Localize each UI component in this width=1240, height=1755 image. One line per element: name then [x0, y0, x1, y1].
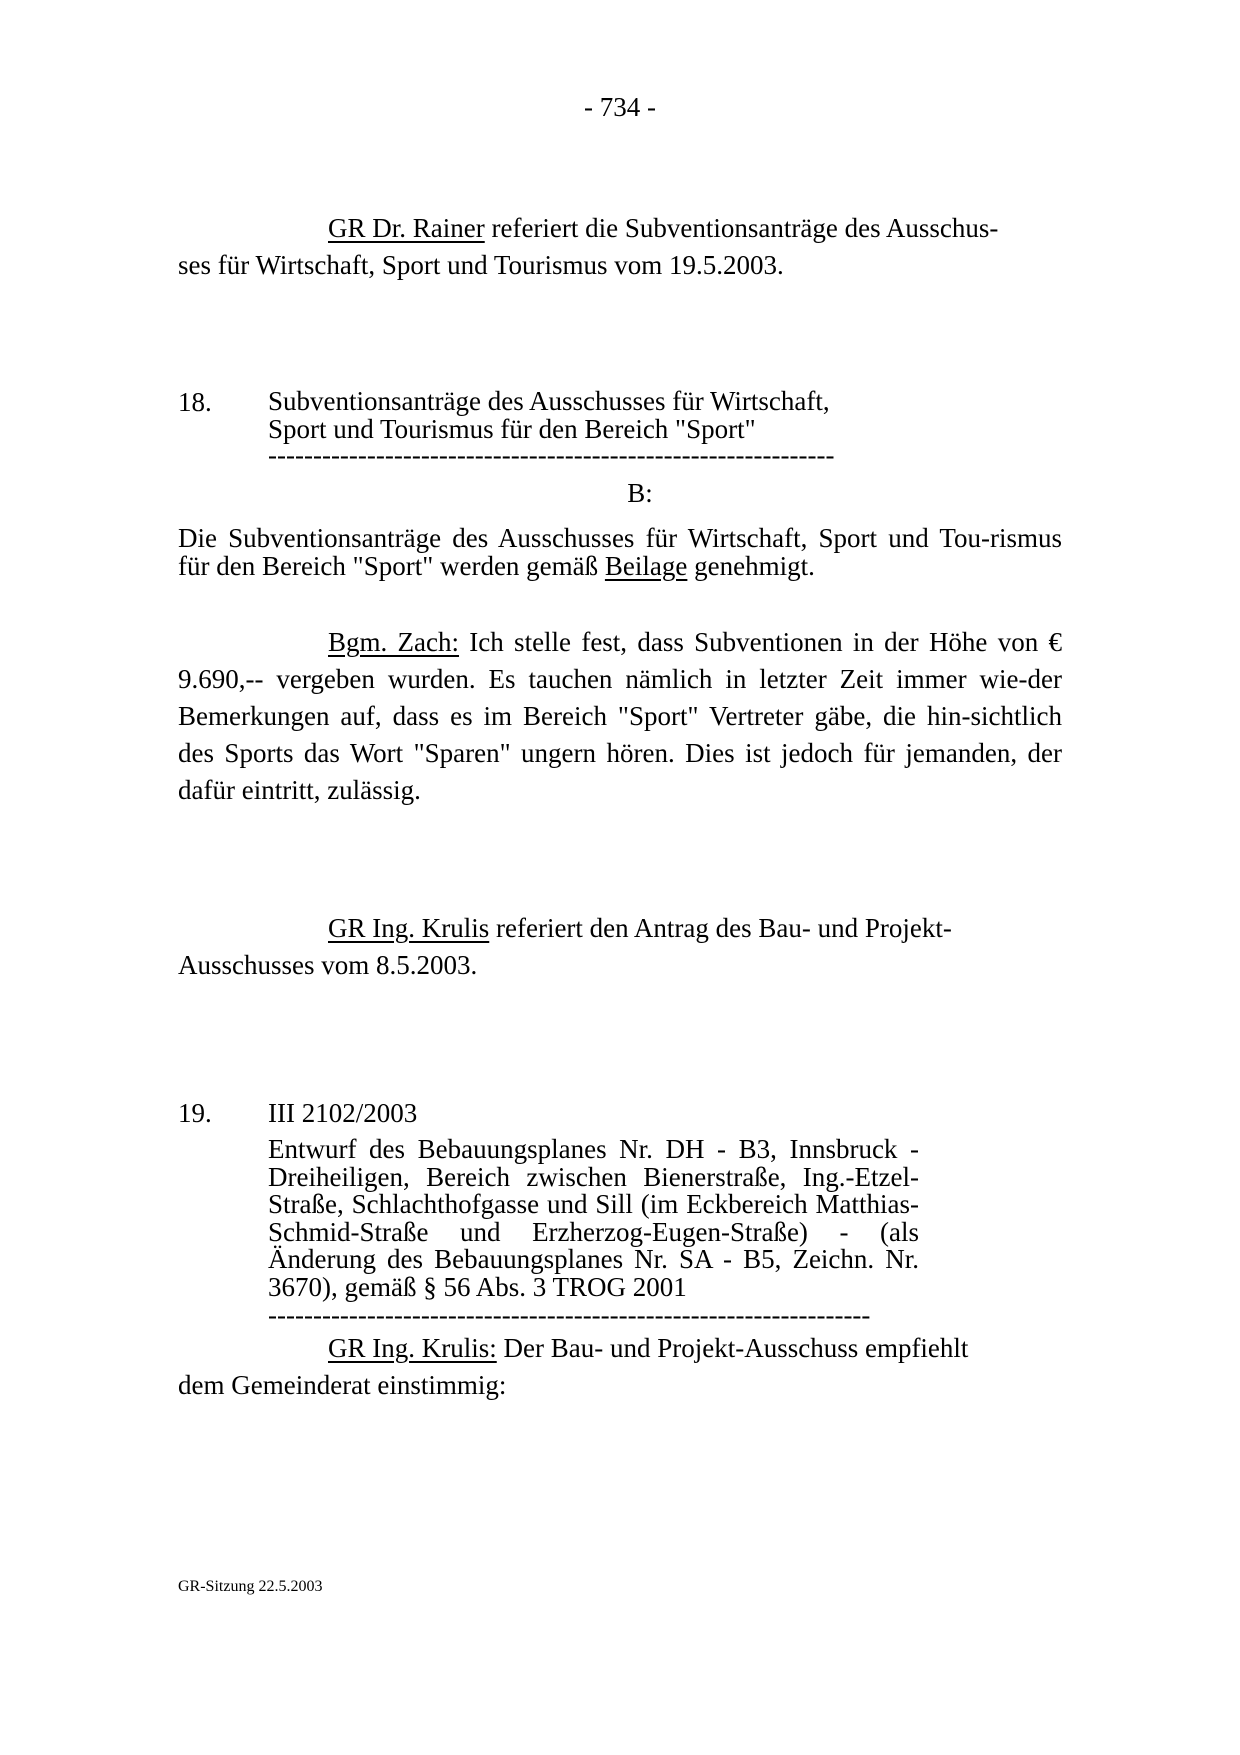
speaker-krulis-2: GR Ing. Krulis:	[328, 1333, 497, 1363]
resolution-text-1: Die Subventionsanträge des Ausschusses für Wirtschaft, Sport und Tou-rismus für den Bereich "Sport" werden gemäß	[178, 523, 1062, 581]
krulis2-text-1: Der Bau- und Projekt-Ausschuss empfiehlt	[496, 1333, 969, 1363]
zach-paragraph	[178, 624, 1062, 809]
item-19-title: Entwurf des Bebauungsplanes Nr. DH - B3, Innsbruck - Dreiheiligen, Bereich zwischen Bienerstraße, Ing.-Etzel-Straße, Schlachthofgasse und Sill (im Eckbereich Matthias-Schmid-Straße und Erzherzog-Eugen-Straße) - (als Änderung des Bebauungsplanes Nr. SA - B5, Zeichn. Nr. 3670), gemäß § 56 Abs. 3 TROG 2001	[268, 1134, 919, 1302]
item-18-number: 18.	[178, 387, 212, 417]
krulis2-text-2: dem Gemeinderat einstimmig:	[178, 1370, 507, 1400]
item-18-title	[268, 387, 888, 443]
item-18-dashes: ---------------------------------------------------------------	[268, 445, 835, 465]
krulis1-line-1	[178, 910, 1062, 947]
item-18-title-line-1: Subventionsanträge des Ausschusses für Wirtschaft,	[268, 386, 830, 416]
item-18-resolution-label: B:	[627, 478, 653, 508]
item-19-ref: III 2102/2003	[268, 1098, 418, 1128]
item-19-dashes: -------------------------------------------------------------------	[268, 1305, 871, 1325]
resolution-text-2: genehmigt.	[687, 551, 815, 581]
speaker-zach: Bgm. Zach:	[328, 627, 460, 657]
item-19-number: 19.	[178, 1098, 212, 1128]
krulis1-text-2: Ausschusses vom 8.5.2003.	[178, 950, 478, 980]
speaker-rainer: GR Dr. Rainer	[328, 213, 485, 243]
krulis2-line-1	[178, 1330, 1062, 1367]
krulis1-text-1: referiert den Antrag des Bau- und Projekt-	[489, 913, 952, 943]
item-18-resolution	[178, 524, 1062, 580]
krulis-paragraph-1	[178, 910, 1062, 984]
rainer-text-2: ses für Wirtschaft, Sport und Tourismus vom 19.5.2003.	[178, 250, 784, 280]
footer: GR-Sitzung 22.5.2003	[178, 1578, 323, 1595]
item-18-title-line-2: Sport und Tourismus für den Bereich "Sport"	[268, 414, 756, 444]
resolution-beilage: Beilage	[604, 551, 688, 581]
speaker-krulis-1: GR Ing. Krulis	[328, 913, 490, 943]
krulis-paragraph-2	[178, 1330, 1062, 1404]
rainer-paragraph	[178, 210, 1062, 284]
rainer-line-1	[178, 210, 1062, 247]
rainer-text-1: referiert die Subventionsanträge des Ausschus-	[484, 213, 999, 243]
page-number: - 734 -	[584, 92, 656, 122]
zach-text: Ich stelle fest, dass Subventionen in der Höhe von € 9.690,-- vergeben wurden. Es tauchen nämlich in letzter Zeit immer wie-der Bemerkungen auf, dass es im Bereich "Sport" Vertreter gäbe, die hin-sichtlich des Sports das Wort "Sparen" ungern hören. Dies ist jedoch für jemanden, der dafür eintritt, zulässig.	[178, 627, 1062, 805]
